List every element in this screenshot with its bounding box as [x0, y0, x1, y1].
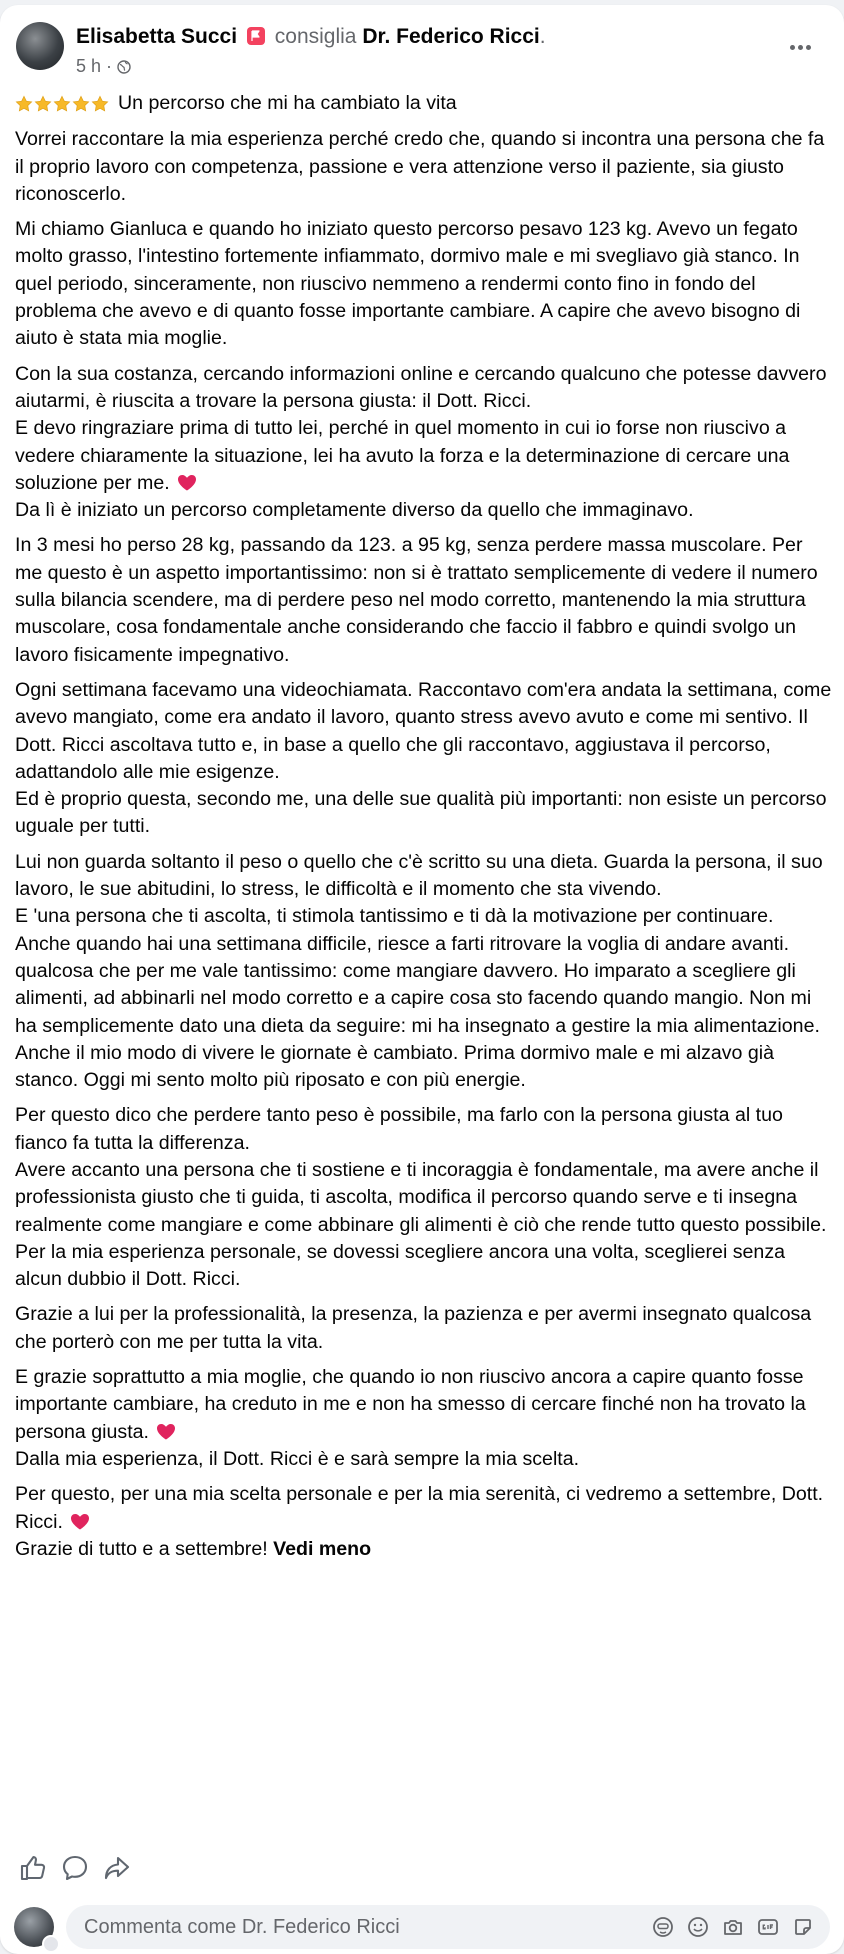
post-paragraph: Per questo dico che perdere tanto peso è possibile, ma farlo con la persona giusta al tuo fianco fa tutta la differenza. Avere accanto una persona che ti sostiene e ti incoraggia è fondamentale, ma avere anche il professionista giusto che ti guida, ti ascolta, modifica il percorso quando serve e ti insegna realmente come mangiare e come abbinare gli alimenti è ciò che rende tutto questo possibile. Per la mia esperienza personale, se dovessi scegliere ancora una volta, sceglierei senza alcun dubbio il Dott. Ricci.	[15, 1104, 827, 1291]
see-less-link[interactable]: Vedi meno	[273, 1537, 372, 1560]
gif-icon[interactable]	[757, 1916, 779, 1938]
sticker-icon[interactable]	[792, 1916, 814, 1938]
heart-icon	[177, 474, 197, 491]
post-paragraph	[15, 1364, 833, 1446]
post-headline	[76, 25, 546, 49]
post-paragraph: Ogni settimana facevamo una videochiamata. Raccontavo com'era andata la settimana, come avevo mangiato, come era andato il lavoro, quanto stress avevo avuto e come mi sentivo. Il Dott. Ricci ascoltava tutto e, in base a quello che gli raccontavo, aggiustava il percorso, adattandolo alle mie esigenze. Ed è proprio questa, secondo me, una delle sue qualità più importanti: non esiste un percorso uguale per tutti.	[15, 678, 832, 838]
dot-icon	[798, 45, 803, 50]
comment-input[interactable]	[84, 1905, 504, 1949]
comment-icon[interactable]	[60, 1853, 90, 1883]
paragraph-text: Grazie di tutto e a settembre!	[15, 1537, 268, 1560]
post-paragraph: Grazie a lui per la professionalità, la presenza, la pazienza e per avermi insegnato qualcosa che porterò con me per tutta la vita.	[15, 1303, 812, 1353]
heart-icon	[70, 1513, 90, 1530]
paragraph-text: Con la sua costanza, cercando informazioni online e cercando qualcuno che potesse davvero aiutarmi, è riuscita a trovare la persona giusta: il Dott. Ricci. E devo ringraziare prima di tutto lei, perché in quel momento in cui io forse non riuscivo a vedere chiaramente la situazione, lei ha avuto la forza e la determinazione di cercare una soluzione per me.	[15, 362, 827, 494]
star-icon	[15, 95, 33, 113]
globe-icon	[117, 60, 131, 74]
review-title: Un percorso che mi ha cambiato la vita	[118, 92, 457, 114]
meta-separator: ·	[106, 56, 113, 76]
star-icon	[72, 95, 90, 113]
review-post-card	[0, 5, 844, 1954]
comment-tools	[652, 1916, 814, 1938]
author-avatar[interactable]	[16, 22, 64, 70]
post-meta	[76, 56, 131, 77]
post-paragraph: Mi chiamo Gianluca e quando ho iniziato questo percorso pesavo 123 kg. Avevo un fegato molto grasso, l'intestino fortemente infiammato, dormivo male e mi svegliavo già stanco. In quel periodo, sinceramente, non riuscivo nemmeno a rendermi conto fino in fondo del problema che avevo e di quanto fosse importante cambiare. A capire che avevo bisogno di aiuto è stata mia moglie.	[15, 218, 801, 350]
review-title-line	[15, 90, 833, 117]
post-paragraph: Da lì è iniziato un percorso completamente diverso da quello che immaginavo.	[15, 499, 694, 522]
more-options-button[interactable]	[790, 37, 820, 57]
post-paragraph	[15, 1481, 833, 1536]
camera-icon[interactable]	[722, 1916, 744, 1938]
recommends-label: consiglia	[274, 25, 357, 48]
paragraph-text: Per questo, per una mia scelta personale e per la mia serenità, ci vedremo a settembre, Dott. Ricci.	[15, 1483, 824, 1533]
author-name[interactable]: Elisabetta Succi	[76, 25, 238, 48]
post-timestamp[interactable]: 5 h	[76, 56, 102, 76]
post-body	[15, 90, 833, 1571]
post-paragraph: Vorrei raccontare la mia esperienza perché credo che, quando si incontra una persona che fa il proprio lavoro con competenza, passione e vera attenzione verso il paziente, sia giusto riconoscerlo.	[15, 128, 825, 205]
avatar-sticker-icon[interactable]	[652, 1916, 674, 1938]
paragraph-text: E grazie soprattutto a mia moglie, che quando io non riuscivo ancora a capire quanto fosse importante cambiare, ha creduto in me e non ha smesso di cercare finché non ha trovato la persona giusta.	[15, 1366, 806, 1443]
headline-period: .	[539, 25, 546, 48]
recommended-page-name[interactable]: Dr. Federico Ricci	[362, 25, 540, 48]
star-icon	[53, 95, 71, 113]
recommend-flag-icon	[247, 27, 265, 45]
heart-icon	[156, 1423, 176, 1440]
profile-switch-badge[interactable]	[42, 1935, 60, 1953]
star-icon	[91, 95, 109, 113]
emoji-icon[interactable]	[687, 1916, 709, 1938]
rating-stars	[15, 95, 110, 113]
post-paragraph	[15, 1536, 833, 1563]
post-paragraph: In 3 mesi ho perso 28 kg, passando da 123. a 95 kg, senza perdere massa muscolare. Per me questo è un aspetto importantissimo: non si è trattato semplicemente di vedere il numero sulla bilancia scendere, ma di perdere peso nel modo corretto, mantenendo la mia struttura muscolare, cosa fondamentale anche considerando che faccio il fabbro e quindi svolgo un lavoro fisicamente impegnativo.	[15, 534, 818, 666]
star-icon	[34, 95, 52, 113]
post-header	[14, 19, 830, 79]
dot-icon	[806, 45, 811, 50]
like-icon[interactable]	[18, 1853, 48, 1883]
post-paragraph: Lui non guarda soltanto il peso o quello che c'è scritto su una dieta. Guarda la persona, il suo lavoro, le sue abitudini, lo stress, le difficoltà e il momento che sta vivendo. E 'una persona che ti ascolta, ti stimola tantissimo e ti dà la motivazione per continuare. Anche quando hai una settimana difficile, riesce a farti ritrovare la voglia di andare avanti. qualcosa che per me vale tantissimo: come mangiare davvero. Ho imparato a scegliere gli alimenti, ad abbinarli nel modo corretto e a capire cosa sto facendo quando mangio. Non mi ha semplicemente dato una dieta da seguire: mi ha insegnato a gestire la mia alimentazione. Anche il mio modo di vivere le giornate è cambiato. Prima dormivo male e mi alzavo già stanco. Oggi mi sento molto più riposato e con più energie.	[15, 850, 823, 1092]
dot-icon	[790, 45, 795, 50]
comment-composer	[14, 1903, 830, 1949]
comment-box[interactable]	[66, 1905, 830, 1949]
post-paragraph: Dalla mia esperienza, il Dott. Ricci è e sarà sempre la mia scelta.	[15, 1447, 580, 1470]
post-paragraph	[15, 361, 833, 497]
share-icon[interactable]	[102, 1853, 132, 1883]
